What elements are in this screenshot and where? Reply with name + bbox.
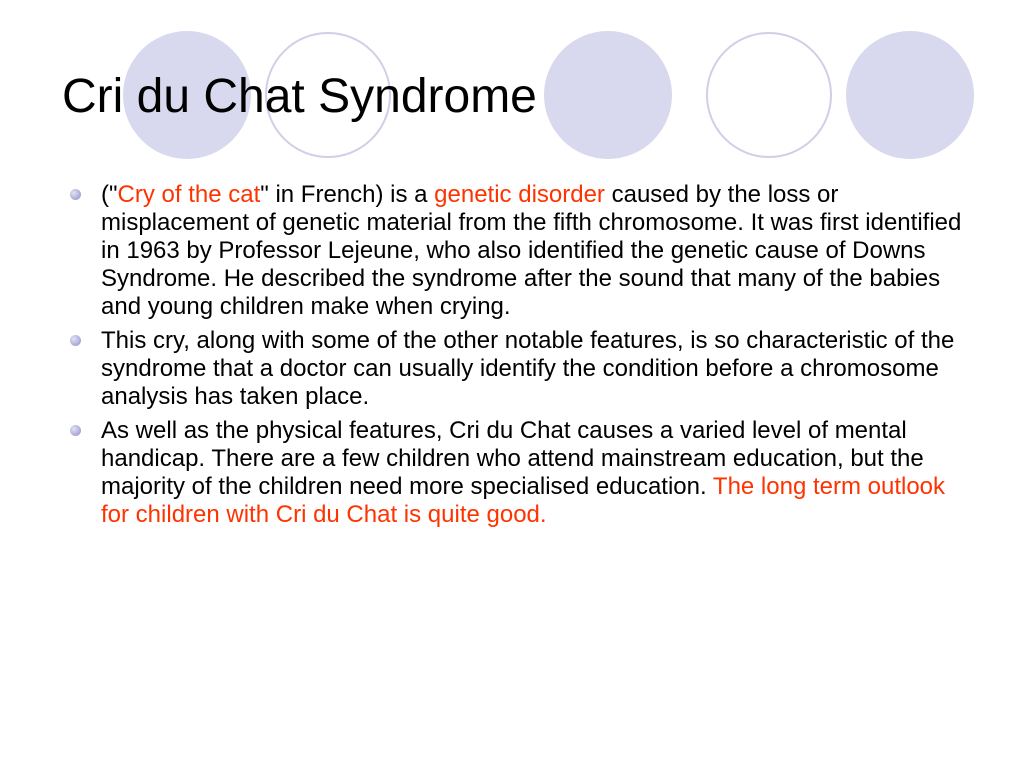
bullet-segment: As well as the physical features, Cri du Chat causes a varied level of mental handicap. There are a few children who attend mainstream education, but the majority of the children need more specialised education.: [101, 417, 924, 500]
highlight-text: The long term outlook for children with Cri du Chat is quite good.: [101, 473, 946, 528]
highlight-text: Cry of the cat: [117, 181, 261, 208]
bullet-dot-icon: [70, 425, 81, 436]
bullet-item: [70, 181, 970, 321]
decor-circle-outline-2: [707, 33, 831, 157]
bullet-item: [70, 327, 970, 411]
highlight-text: genetic disorder: [434, 181, 605, 208]
slide-title: Cri du Chat Syndrome: [62, 70, 537, 123]
bullet-list: [70, 181, 970, 535]
bullet-segment: This cry, along with some of the other notable features, is so characteristic of the syndrome that a doctor can usually identify the condition before a chromosome analysis has taken place.: [101, 327, 955, 410]
bullet-segment: " in French) is a: [260, 181, 435, 208]
bullet-segment: caused by the loss or misplacement of genetic material from the fifth chromosome. It was first identified in 1963 by Professor Lejeune, who also identified the genetic cause of Downs Syndrome. He described the syndrome after the sound that many of the babies and young children make when crying.: [101, 181, 962, 320]
bullet-dot-icon: [70, 189, 81, 200]
bullet-segment: (": [101, 181, 118, 208]
bullet-item: [70, 417, 970, 529]
decor-circle-filled-3: [846, 31, 974, 159]
bullet-dot-icon: [70, 335, 81, 346]
decor-circle-filled-2: [544, 31, 672, 159]
